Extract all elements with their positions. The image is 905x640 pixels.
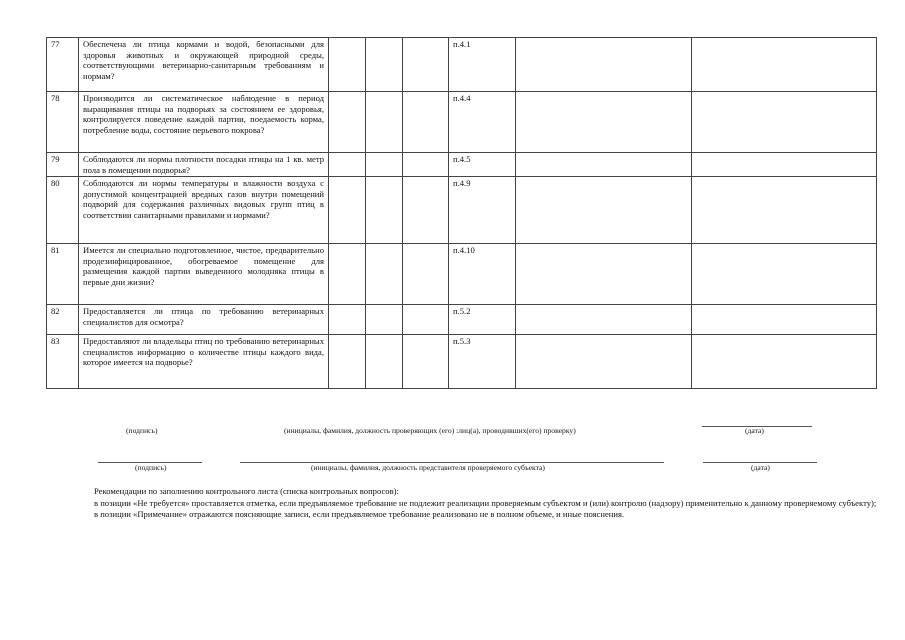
requirement-reference: п.4.1 [449, 38, 516, 92]
note-cell [692, 177, 877, 244]
row-number: 80 [47, 177, 79, 244]
row-number: 82 [47, 305, 79, 335]
recommendations-title: Рекомендации по заполнению контрольного листа (списка контрольных вопросов): [94, 486, 399, 496]
answer-no-cell [366, 153, 403, 177]
requisites-cell [516, 305, 692, 335]
requisites-cell [516, 177, 692, 244]
note-cell [692, 244, 877, 305]
row-number: 83 [47, 335, 79, 389]
answer-no-cell [366, 244, 403, 305]
question-text: Имеется ли специально подготовленное, чистое, предварительно продезинфицированное, обогреваемое помещение для размещения каждой партии выведенного молодняка птицы в первые дни жизни? [79, 244, 329, 305]
row-number: 78 [47, 92, 79, 153]
row-number: 79 [47, 153, 79, 177]
answer-not-required-cell [403, 335, 449, 389]
answer-yes-cell [329, 335, 366, 389]
requisites-cell [516, 335, 692, 389]
question-text: Соблюдаются ли нормы температуры и влажности воздуха с допустимой концентрацией вредных газов внутри помещений подворий для содержания различных видовых групп птиц в соответствии санитарными правилами и нормами? [79, 177, 329, 244]
note-cell [692, 92, 877, 153]
checklist-rows [47, 38, 877, 389]
answer-not-required-cell [403, 38, 449, 92]
table-row [47, 92, 877, 153]
requirement-reference: п.4.5 [449, 153, 516, 177]
table-row [47, 153, 877, 177]
requisites-cell [516, 92, 692, 153]
subject-names-label: (инициалы, фамилия, должность представителя проверяемого субъекта) [311, 463, 545, 472]
recommendation-not-required: в позиции «Не требуется» проставляется отметка, если предъявляемое требование не подлежит реализации проверяемым субъектом и (или) контролю (надзору) применительно к данному проверяемому субъекту); [94, 497, 877, 508]
question-text: Производится ли систематическое наблюдение в период выращивания птицы на подворьях за состоянием ее здоровья, контролируется поведение каждой партии, поедаемость корма, потребление воды, состояние перьевого покрова? [79, 92, 329, 153]
note-cell [692, 38, 877, 92]
answer-yes-cell [329, 244, 366, 305]
table-row [47, 244, 877, 305]
signature-label: (подпись) [135, 463, 167, 472]
answer-not-required-cell [403, 244, 449, 305]
requisites-cell [516, 38, 692, 92]
requisites-cell [516, 153, 692, 177]
table-row [47, 305, 877, 335]
answer-not-required-cell [403, 92, 449, 153]
question-text: Обеспечена ли птица кормами и водой, безопасными для здоровья животных и окружающей природной среды, соответствующими ветеринарно-санитарным требованиям и нормам? [79, 38, 329, 92]
question-text: Предоставляют ли владельцы птиц по требованию ветеринарных специалистов информацию о количестве птицы каждого вида, которое имеется на подворье? [79, 335, 329, 389]
answer-yes-cell [329, 38, 366, 92]
date-label: (дата) [745, 426, 764, 435]
answer-not-required-cell [403, 153, 449, 177]
requirement-reference: п.5.3 [449, 335, 516, 389]
answer-yes-cell [329, 177, 366, 244]
date-label: (дата) [751, 463, 770, 472]
answer-no-cell [366, 335, 403, 389]
answer-no-cell [366, 177, 403, 244]
table-row [47, 38, 877, 92]
answer-no-cell [366, 305, 403, 335]
row-number: 81 [47, 244, 79, 305]
requirement-reference: п.4.4 [449, 92, 516, 153]
table-row [47, 335, 877, 389]
requirement-reference: п.5.2 [449, 305, 516, 335]
answer-yes-cell [329, 305, 366, 335]
answer-yes-cell [329, 92, 366, 153]
recommendations [60, 486, 886, 521]
answer-not-required-cell [403, 177, 449, 244]
answer-yes-cell [329, 153, 366, 177]
inspector-names-label: (инициалы, фамилия, должность проверяющих (его) :лиц(а), проводивших(его) проверку) [284, 426, 576, 435]
answer-not-required-cell [403, 305, 449, 335]
note-cell [692, 335, 877, 389]
note-cell [692, 153, 877, 177]
requirement-reference: п.4.10 [449, 244, 516, 305]
answer-no-cell [366, 92, 403, 153]
question-text: Предоставляется ли птица по требованию ветеринарных специалистов для осмотра? [79, 305, 329, 335]
checklist-table [46, 37, 877, 389]
requisites-cell [516, 244, 692, 305]
question-text: Соблюдаются ли нормы плотности посадки птицы на 1 кв. метр пола в помещении подворья? [79, 153, 329, 177]
recommendation-note: в позиции «Примечание» отражаются поясняющие записи, если предъявляемое требование реализовано не в полном объеме, и иные пояснения. [94, 509, 625, 519]
answer-no-cell [366, 38, 403, 92]
signature-label: (подпись) [126, 426, 158, 435]
table-row [47, 177, 877, 244]
requirement-reference: п.4.9 [449, 177, 516, 244]
row-number: 77 [47, 38, 79, 92]
note-cell [692, 305, 877, 335]
